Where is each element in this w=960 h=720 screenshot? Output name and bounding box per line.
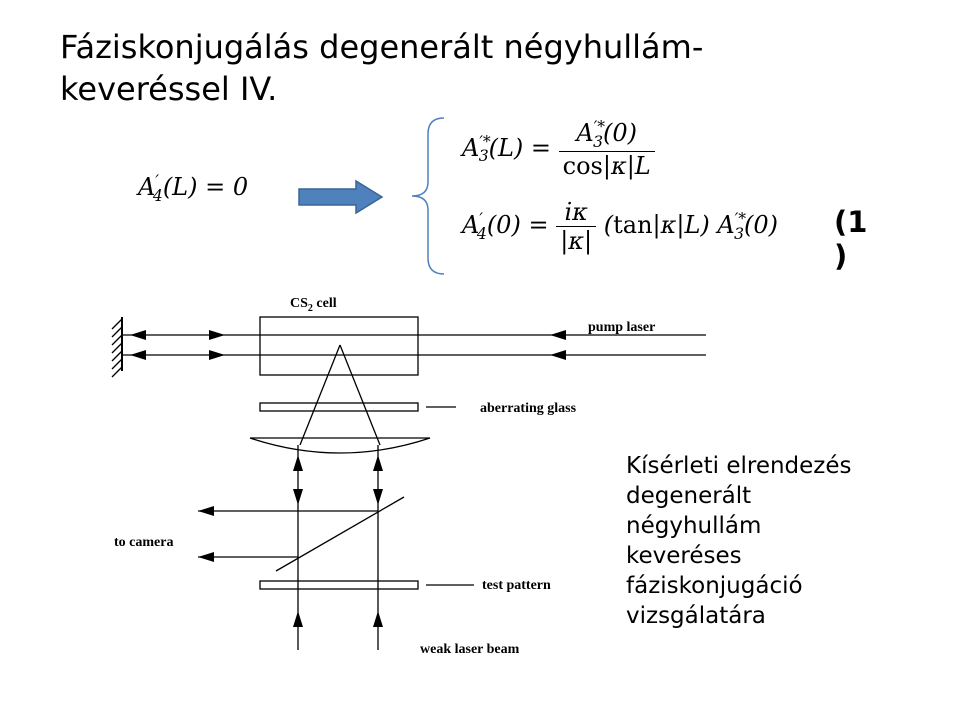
caption-line-6: vizsgálatára (626, 603, 766, 629)
mirror-hatching (112, 319, 122, 377)
test-pattern-plate (260, 581, 418, 589)
caption (626, 451, 926, 631)
title-line-2: keveréssel IV. (60, 70, 278, 108)
equation-2: $A'_4(0)$ = $\frac{i\kappa}{|\kappa|}$ (tan|κ|L) $A^{'*}_3(0)$ (462, 198, 778, 255)
title-line-1: Fáziskonjugálás degenerált négyhullám- (60, 28, 704, 66)
slide-title (60, 26, 780, 110)
caption-line-1: Kísérleti elrendezés (626, 453, 852, 479)
left-brace-icon (408, 116, 448, 276)
equation-number-line-2: ) (834, 239, 848, 273)
equation-number (834, 205, 874, 273)
equation-1: $A^{'*}_3(L)$ = $\frac{A^{'*}_3(0)}{\cos|\kappa|L}$ (462, 118, 655, 180)
caption-line-4: keveréses (626, 543, 742, 569)
equation-number-line-1: (1 (834, 205, 868, 239)
beam-splitter (276, 497, 404, 571)
focus-cone-right (340, 345, 380, 445)
caption-line-3: négyhullám (626, 513, 762, 539)
lens (250, 438, 430, 453)
aberrating-glass (260, 403, 418, 411)
label-pump-laser: pump laser (588, 320, 656, 335)
label-cs2-cell: $CS_2$ cell (290, 296, 337, 314)
label-test-pattern: test pattern (482, 578, 551, 593)
right-arrow-icon (298, 180, 384, 214)
experimental-setup-diagram (100, 285, 656, 660)
label-aberrating-glass: aberrating glass (480, 401, 577, 416)
label-to-camera: to camera (114, 535, 174, 550)
focus-cone-left (300, 345, 340, 445)
label-weak-laser-beam: weak laser beam (420, 642, 520, 657)
caption-line-5: fáziskonjugáció (626, 573, 803, 599)
caption-line-2: degenerált (626, 483, 752, 509)
boundary-condition-equation: $A'_4(L) = 0$ (138, 172, 249, 205)
